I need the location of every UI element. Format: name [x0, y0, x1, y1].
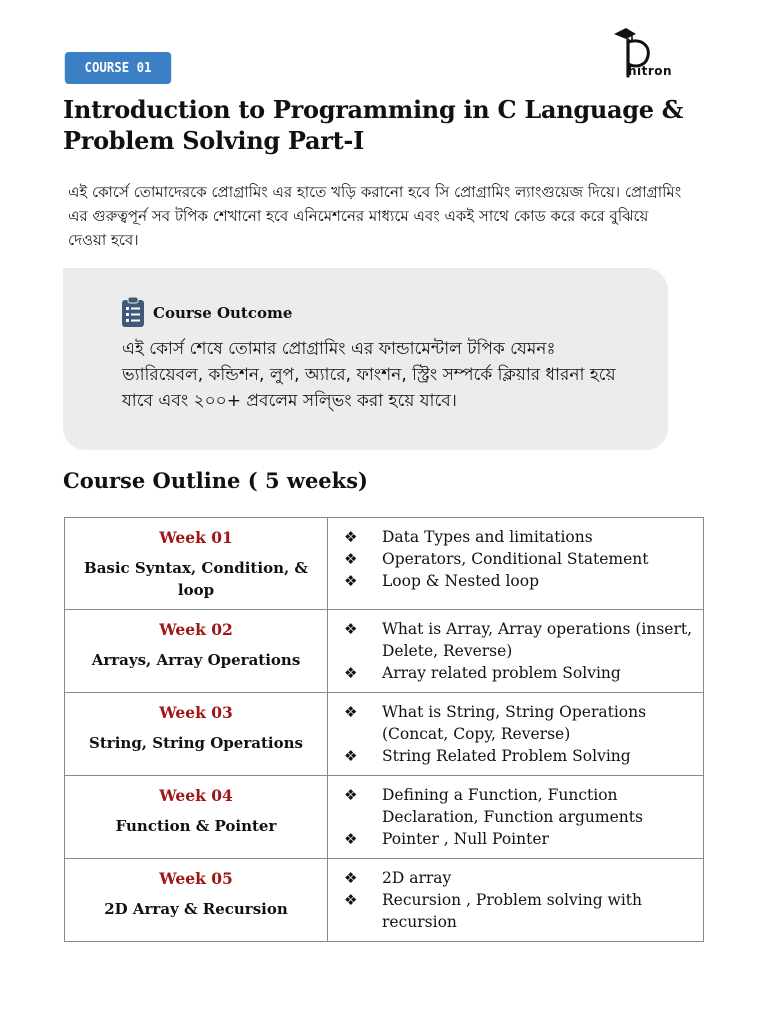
topic-list [342, 618, 695, 684]
topic-item [342, 745, 695, 767]
topic-text: Loop & Nested loop [382, 572, 540, 590]
topics-cell [328, 776, 704, 859]
week-subject: Basic Syntax, Condition, & loop [84, 559, 308, 599]
topic-text: Data Types and limitations [382, 528, 593, 546]
week-cell [65, 859, 328, 942]
week-cell [65, 693, 328, 776]
diamond-bullet-icon: ❖ [344, 664, 358, 682]
topic-text: Array related problem Solving [382, 664, 621, 682]
topic-item [342, 618, 695, 662]
outline-row [65, 610, 704, 693]
course-badge: COURSE 01 [65, 52, 171, 84]
week-label: Week 03 [159, 703, 233, 722]
diamond-bullet-icon: ❖ [344, 747, 358, 765]
topics-cell [328, 610, 704, 693]
topic-text: Pointer , Null Pointer [382, 830, 549, 848]
topic-text: Operators, Conditional Statement [382, 550, 649, 568]
outline-title: Course Outline ( 5 weeks) [63, 468, 368, 493]
topic-list [342, 701, 695, 767]
week-cell [65, 518, 328, 610]
diamond-bullet-icon: ❖ [344, 572, 358, 590]
week-label: Week 01 [159, 528, 233, 547]
diamond-bullet-icon: ❖ [344, 891, 358, 909]
course-description: এই কোর্সে তোমাদেরকে প্রোগ্রামিং এর হাতে খড়ি করানো হবে সি প্রোগ্রামিং ল্যাংগুয়েজ দিয়ে। প্রোগ্রামিং এর গুরুত্বপূর্ন সব টপিক শেখানো হবে এনিমেশনের মাধ্যমে এবং একই সাথে কোড করে করে বুঝিয়ে দেওয়া হবে। [68, 183, 682, 249]
logo-text: hitron [628, 64, 673, 78]
topic-item [342, 662, 695, 684]
topic-item [342, 867, 695, 889]
diamond-bullet-icon: ❖ [344, 620, 358, 638]
topic-text: Defining a Function, Function Declaration, Function arguments [382, 786, 643, 826]
diamond-bullet-icon: ❖ [344, 550, 358, 568]
week-cell [65, 610, 328, 693]
topic-item [342, 784, 695, 828]
diamond-bullet-icon: ❖ [344, 786, 358, 804]
topic-text: 2D array [382, 869, 452, 887]
topic-item [342, 570, 695, 592]
outcome-text: এই কোর্স শেষে তোমার প্রোগ্রামিং এর ফান্ডামেন্টাল টপিক যেমনঃ ভ্যারিয়েবল, কন্ডিশন, লুপ, অ্যারে, ফাংশন, স্ট্রিং সম্পর্কে ক্লিয়ার ধারনা হয়ে যাবে এবং ২০০+ প্রবলেম সল্ভিং করা হয়ে যাবে। [122, 339, 616, 411]
outcome-title: Course Outcome [153, 304, 293, 322]
week-label: Week 04 [159, 786, 233, 805]
topic-list [342, 867, 695, 933]
topics-cell [328, 693, 704, 776]
topic-item [342, 889, 695, 933]
topic-text: What is Array, Array operations (insert, Delete, Reverse) [382, 620, 693, 660]
topic-item [342, 526, 695, 548]
diamond-bullet-icon: ❖ [344, 869, 358, 887]
week-subject: Function & Pointer [115, 817, 277, 835]
topic-text: String Related Problem Solving [382, 747, 631, 765]
topic-item [342, 701, 695, 745]
outline-row [65, 859, 704, 942]
diamond-bullet-icon: ❖ [344, 703, 358, 721]
topic-text: What is String, String Operations (Concat, Copy, Reverse) [382, 703, 647, 743]
week-subject: String, String Operations [89, 734, 303, 752]
topic-item [342, 548, 695, 570]
week-subject: 2D Array & Recursion [104, 900, 288, 918]
topics-cell [328, 518, 704, 610]
diamond-bullet-icon: ❖ [344, 528, 358, 546]
page-title: Introduction to Programming in C Language & Problem Solving Part-I [63, 95, 684, 155]
topics-cell [328, 859, 704, 942]
week-label: Week 05 [159, 869, 233, 888]
outline-row [65, 693, 704, 776]
topic-item [342, 828, 695, 850]
topic-text: Recursion , Problem solving with recursion [382, 891, 642, 931]
outline-row [65, 776, 704, 859]
topic-list [342, 784, 695, 850]
week-label: Week 02 [159, 620, 233, 639]
outline-row [65, 518, 704, 610]
week-subject: Arrays, Array Operations [91, 651, 301, 669]
week-cell [65, 776, 328, 859]
course-outline-table [64, 517, 704, 942]
diamond-bullet-icon: ❖ [344, 830, 358, 848]
clipboard-checklist-icon [120, 296, 146, 328]
topic-list [342, 526, 695, 592]
